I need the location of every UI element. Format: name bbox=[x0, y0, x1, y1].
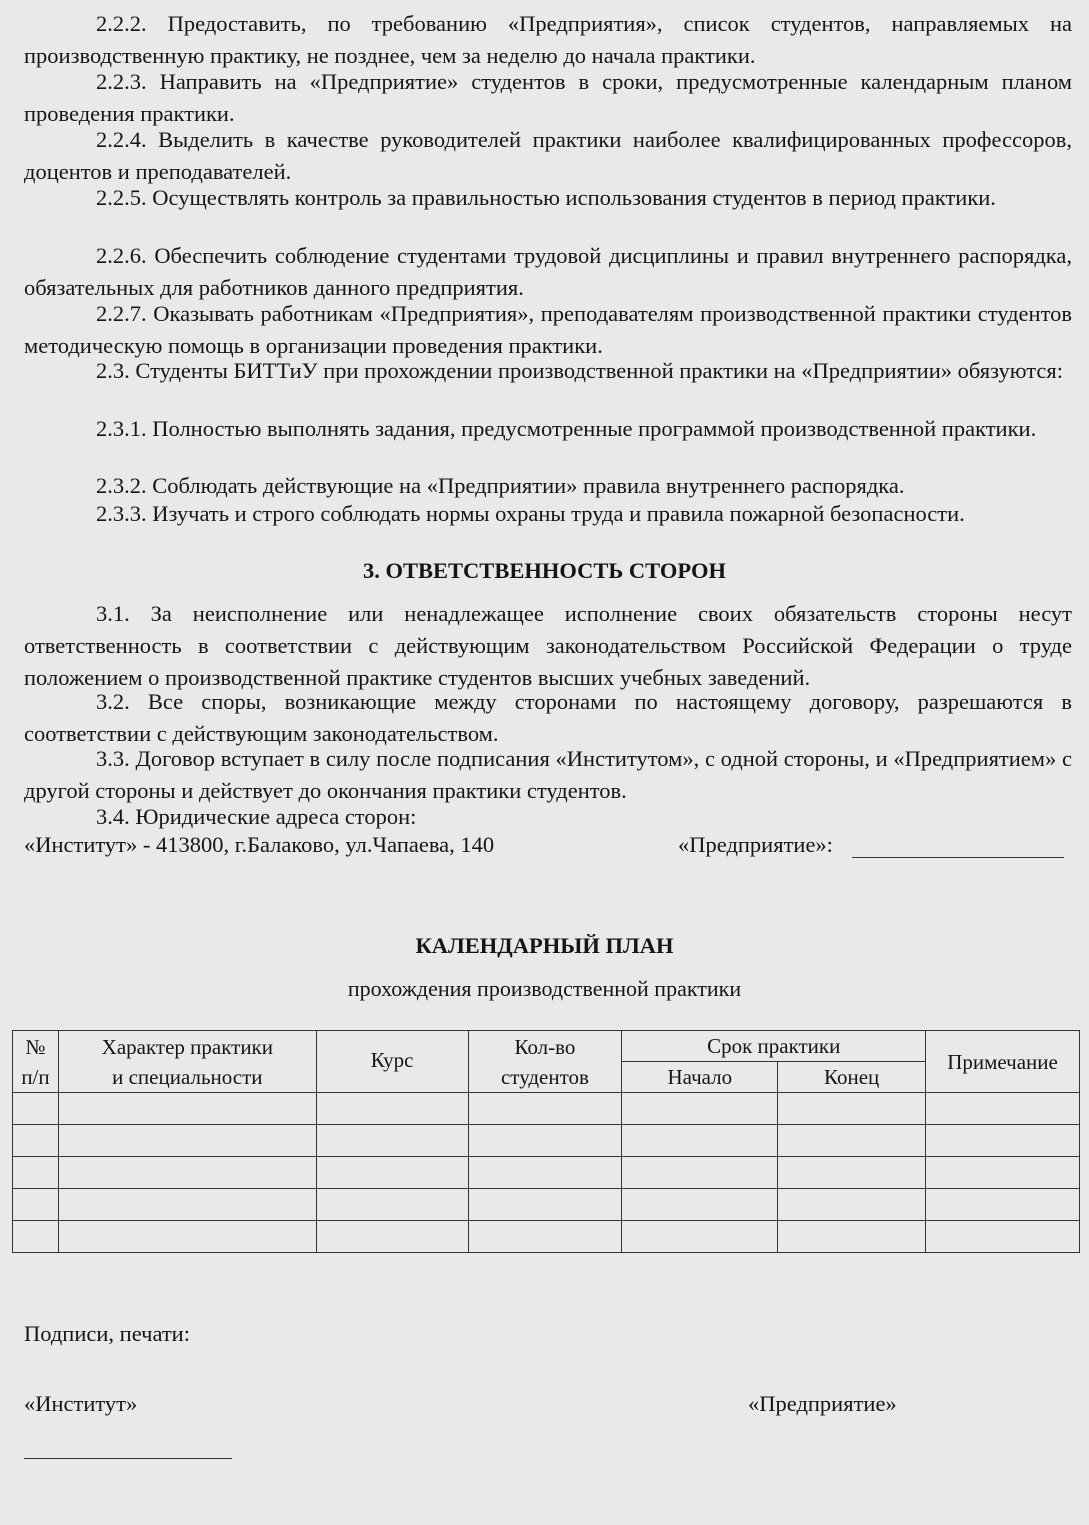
clause-3-4: 3.4. Юридические адреса сторон: bbox=[96, 804, 417, 829]
header-count bbox=[468, 1031, 622, 1093]
header-start: Начало bbox=[622, 1062, 778, 1093]
header-course: Курс bbox=[316, 1031, 468, 1093]
clause-2-2-2: 2.2.2. Предоставить, по требованию «Предприятия», список студентов, направляемых на производственную практику, не позднее, чем за неделю до начала практики. bbox=[24, 11, 1072, 68]
institute-address: «Институт» - 413800, г.Балаково, ул.Чапаева, 140 bbox=[24, 832, 495, 857]
clause-2-3: 2.3. Студенты БИТТиУ при прохождении производственной практики на «Предприятии» обязуются: bbox=[96, 358, 1063, 383]
header-note: Примечание bbox=[926, 1031, 1080, 1093]
calendar-plan-table bbox=[12, 1030, 1080, 1253]
clause-2-2-5: 2.2.5. Осуществлять контроль за правильностью использования студентов в период практики. bbox=[96, 185, 996, 210]
clause-3-1: 3.1. За неисполнение или ненадлежащее исполнение своих обязательств стороны несут ответственность в соответствии с действующим законодательством Российской Федерации о труде положением о производственной практике студентов высших учебных заведений. bbox=[24, 601, 1072, 690]
clause-2-2-3: 2.2.3. Направить на «Предприятие» студентов в сроки, предусмотренные календарным планом проведения практики. bbox=[24, 69, 1072, 126]
table-row bbox=[13, 1125, 1080, 1157]
calendar-plan-subtitle: прохождения производственной практики bbox=[347, 976, 742, 1001]
clause-2-3-1: 2.3.1. Полностью выполнять задания, предусмотренные программой производственной практики. bbox=[96, 416, 1037, 441]
table-row bbox=[13, 1157, 1080, 1189]
header-number-line1: № bbox=[25, 1034, 46, 1059]
section-3-title: 3. ОТВЕТСТВЕННОСТЬ СТОРОН bbox=[363, 558, 726, 583]
table-row bbox=[13, 1093, 1080, 1125]
clause-2-2-4: 2.2.4. Выделить в качестве руководителей практики наиболее квалифицированных профессоров, доцентов и преподавателей. bbox=[24, 127, 1072, 184]
table-row bbox=[13, 1189, 1080, 1221]
enterprise-address-label: «Предприятие»: bbox=[678, 832, 833, 857]
clause-2-2-6: 2.2.6. Обеспечить соблюдение студентами трудовой дисциплины и правил внутреннего распорядка, обязательных для работников данного предприятия. bbox=[24, 243, 1072, 300]
institute-signature-line bbox=[24, 1458, 232, 1459]
header-count-line2: студентов bbox=[500, 1064, 589, 1089]
clause-2-3-2: 2.3.2. Соблюдать действующие на «Предприятии» правила внутреннего распорядка. bbox=[96, 473, 905, 498]
clause-2-2-7: 2.2.7. Оказывать работникам «Предприятия», преподавателям производственной практики студентов методическую помощь в организации проведения практики. bbox=[24, 301, 1072, 358]
signatures-label: Подписи, печати: bbox=[24, 1321, 190, 1346]
header-character-line2: и специальности bbox=[112, 1064, 263, 1089]
header-term: Срок практики bbox=[622, 1031, 926, 1062]
header-character-line1: Характер практики bbox=[101, 1034, 273, 1059]
clause-2-3-3: 2.3.3. Изучать и строго соблюдать нормы охраны труда и правила пожарной безопасности. bbox=[96, 501, 965, 526]
enterprise-address-line bbox=[852, 857, 1064, 858]
clause-3-2: 3.2. Все споры, возникающие между сторонами по настоящему договору, разрешаются в соответствии с действующим законодательством. bbox=[24, 689, 1072, 746]
header-number bbox=[13, 1031, 59, 1093]
clause-3-3: 3.3. Договор вступает в силу после подписания «Институтом», с одной стороны, и «Предприятием» с другой стороны и действует до окончания практики студентов. bbox=[24, 746, 1072, 803]
enterprise-signature-label: «Предприятие» bbox=[748, 1391, 897, 1416]
calendar-plan-title: КАЛЕНДАРНЫЙ ПЛАН bbox=[415, 933, 674, 958]
header-count-line1: Кол-во bbox=[514, 1034, 576, 1059]
header-number-line2: п/п bbox=[21, 1064, 50, 1089]
header-end: Конец bbox=[778, 1062, 926, 1093]
table-row bbox=[13, 1221, 1080, 1253]
header-character bbox=[58, 1031, 316, 1093]
institute-signature-label: «Институт» bbox=[24, 1391, 138, 1416]
